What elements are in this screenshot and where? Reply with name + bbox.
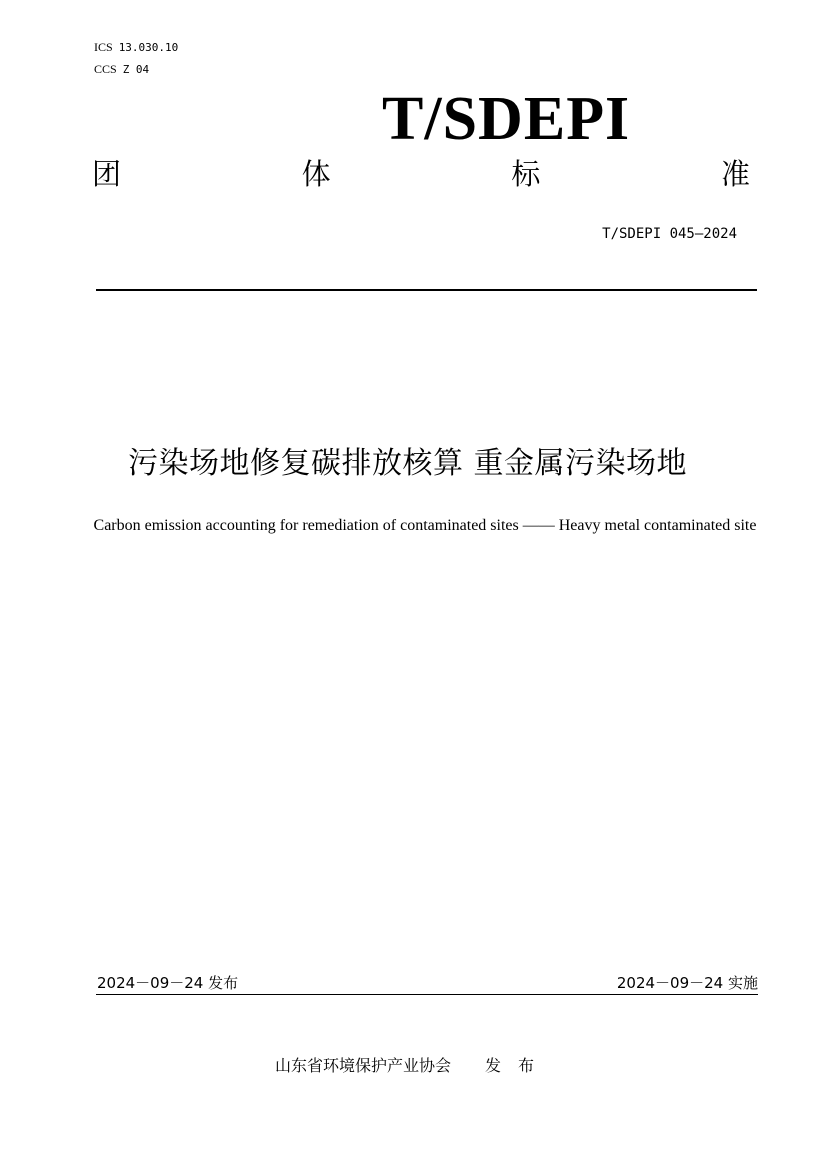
ccs-code-line xyxy=(94,62,149,77)
ics-code: 13.030.10 xyxy=(118,41,179,54)
bottom-divider xyxy=(96,994,758,995)
standard-type-heading xyxy=(92,157,750,191)
publish-date: 2024－09－24 发布 xyxy=(97,974,239,992)
document-title-chinese: 污染场地修复碳排放核算 重金属污染场地 xyxy=(127,446,688,481)
standard-type-char: 体 xyxy=(301,157,331,191)
ccs-label: CCS xyxy=(94,62,117,76)
ccs-code: Z 04 xyxy=(122,63,150,76)
publisher-name: 山东省环境保护产业协会 xyxy=(274,1056,451,1075)
top-divider xyxy=(96,289,757,291)
ics-code-line xyxy=(94,40,178,55)
ics-label: ICS xyxy=(94,40,113,54)
standard-type-char: 准 xyxy=(720,157,750,191)
implement-date: 2024－09－24 实施 xyxy=(616,974,758,992)
document-title-english: Carbon emission accounting for remediation of contaminated sites —— Heavy metal contaminated site xyxy=(93,517,757,534)
publisher-action: 发 布 xyxy=(484,1056,541,1075)
standard-type-char: 标 xyxy=(511,157,541,191)
standard-number: T/SDEPI 045—2024 xyxy=(602,226,737,242)
standard-type-char: 团 xyxy=(92,157,122,191)
standard-brand-code: T/SDEPI xyxy=(382,85,631,153)
publisher-line xyxy=(0,1053,815,1076)
